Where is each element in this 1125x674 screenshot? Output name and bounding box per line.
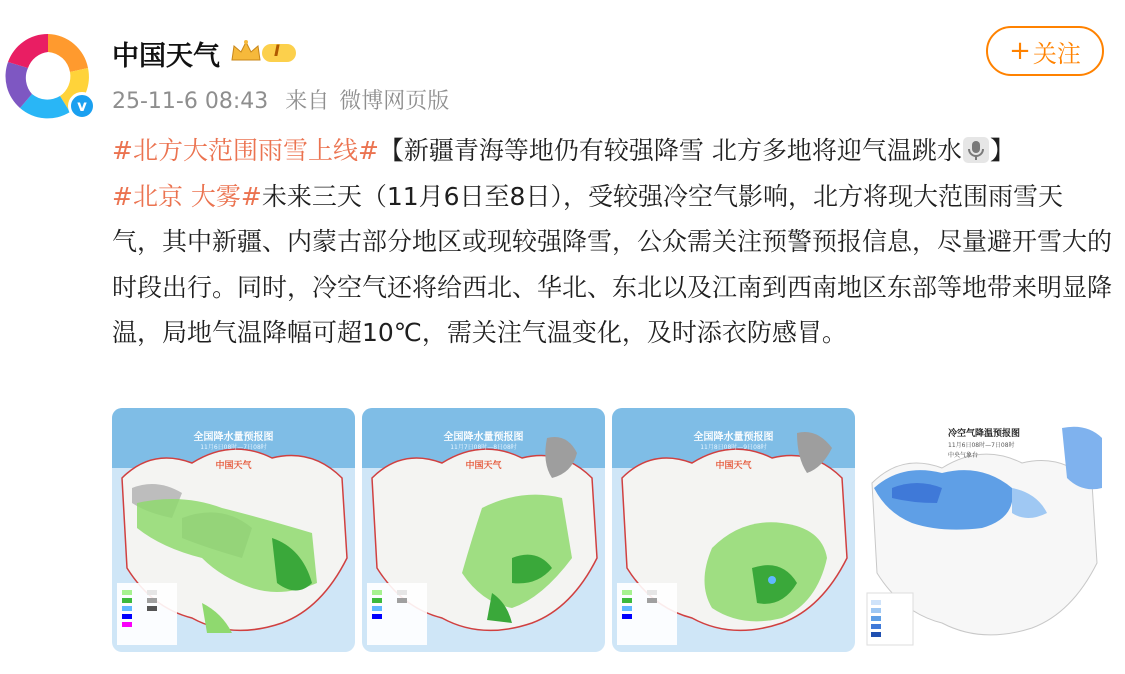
map-title: 全国降水量预报图 — [693, 432, 774, 443]
follow-button[interactable] — [986, 26, 1104, 76]
account-name[interactable]: 中国天气 — [112, 41, 220, 72]
forecast-image-1[interactable] — [112, 408, 355, 652]
map-subtitle: 11月8日08时—9日08时 — [700, 444, 767, 451]
forecast-image-2[interactable] — [362, 408, 605, 652]
map-logo: 中国天气 — [715, 461, 752, 471]
vip-level: I — [274, 41, 280, 60]
map-subtitle: 11月7日08时—8日08时 — [450, 444, 517, 451]
cooling-forecast-image[interactable] — [862, 408, 1105, 652]
vip-badge[interactable] — [230, 38, 300, 66]
cooling-map-title: 冷空气降温预报图 — [948, 429, 1021, 439]
post-text — [112, 128, 1112, 356]
post-meta — [112, 84, 459, 115]
crown-icon — [230, 38, 300, 66]
verified-icon: v — [68, 92, 96, 120]
post-timestamp[interactable]: 25-11-6 08:43 — [112, 89, 269, 114]
plus-icon: + — [1009, 36, 1031, 66]
post-source: 微博网页版 — [339, 89, 450, 114]
map-logo: 中国天气 — [215, 461, 252, 471]
post-headline: 【新疆青海等地仍有较强降雪 北方多地将迎气温跳水 — [378, 136, 962, 165]
image-grid — [112, 408, 1105, 652]
post-body: 未来三天（11月6日至8日），受较强冷空气影响，北方将现大范围雨雪天气，其中新疆、内蒙古部分地区或现较强降雪，公众需关注预警预报信息，尽量避开雪大的时段出行。同时，冷空气还将给西北、华北、东北以及江南到西南地区东部等地带来明显降温，局地气温降幅可超10℃，需关注气温变化，及时添衣防感冒。 — [112, 181, 1113, 347]
microphone-icon — [962, 133, 990, 161]
map-subtitle: 11月6日08时—7日08时 — [200, 444, 267, 451]
follow-label: 关注 — [1032, 39, 1081, 68]
hashtag-link-beijing[interactable]: #北京 大雾# — [112, 181, 262, 211]
map-title: 全国降水量预报图 — [193, 432, 274, 443]
cooling-map-subtitle: 11月6日08时—7日08时 — [948, 442, 1015, 449]
source-prefix: 来自 — [285, 89, 330, 114]
forecast-image-3[interactable] — [612, 408, 855, 652]
map-logo: 中国天气 — [465, 461, 502, 471]
hashtag-link[interactable]: #北方大范围雨雪上线# — [112, 136, 379, 165]
post-headline-end: 】 — [989, 136, 1015, 165]
cooling-map-org: 中央气象台 — [948, 452, 979, 459]
map-title: 全国降水量预报图 — [443, 432, 524, 443]
